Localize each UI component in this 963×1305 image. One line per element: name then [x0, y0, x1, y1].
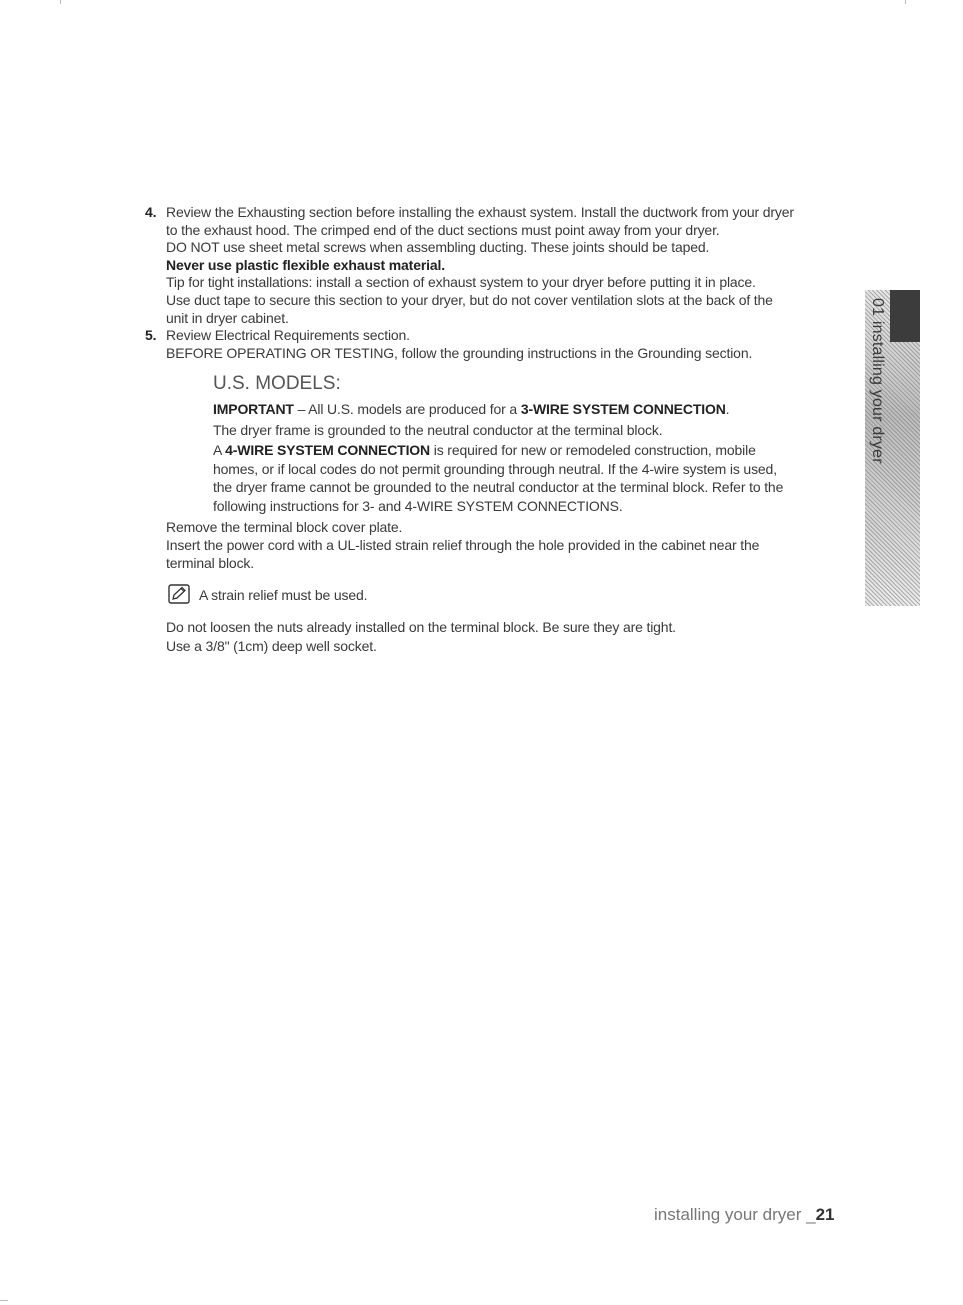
us-models-section: [213, 372, 845, 515]
chapter-tab-label: 01 installing your dryer: [869, 298, 886, 464]
page-number: 21: [815, 1205, 835, 1224]
chapter-tab-marker: [890, 290, 920, 342]
important-label: IMPORTANT: [213, 401, 294, 418]
step-line: BEFORE OPERATING OR TESTING, follow the grounding instructions in the Grounding section.: [166, 344, 753, 361]
step-line: unit in dryer cabinet.: [166, 309, 289, 326]
four-wire-prefix: A: [213, 442, 226, 459]
us-line: following instructions for 3- and 4-WIRE SYSTEM CONNECTIONS.: [213, 497, 623, 514]
instructions-body: [145, 204, 845, 656]
step-line: DO NOT use sheet metal screws when assembling ducting. These joints should be taped.: [166, 239, 710, 256]
footer-title: installing your dryer _: [654, 1205, 816, 1224]
crop-mark: [60, 0, 61, 4]
terminal-nut-instructions: [166, 618, 845, 656]
crop-mark: [905, 0, 906, 4]
step-number: 4.: [145, 204, 157, 220]
instruction-line: Use a 3/8" (1cm) deep well socket.: [166, 638, 377, 655]
step-line: Review the Exhausting section before installing the exhaust system. Install the ductwork from your dryer: [166, 204, 794, 220]
grounded-line: The dryer frame is grounded to the neutral conductor at the terminal block.: [213, 421, 663, 438]
instruction-line: Remove the terminal block cover plate.: [166, 519, 403, 536]
step-line: to the exhaust hood. The crimped end of the duct sections must point away from your dryer.: [166, 221, 720, 238]
note: [166, 584, 845, 610]
important-text: – All U.S. models are produced for a: [293, 401, 521, 418]
page-footer: [654, 1205, 835, 1225]
note-text: A strain relief must be used.: [199, 587, 368, 604]
instruction-line: Insert the power cord with a UL-listed strain relief through the hole provided in the cabinet near the: [166, 536, 760, 553]
four-wire-label: 4-WIRE SYSTEM CONNECTION: [225, 442, 431, 459]
four-wire-line: [213, 441, 845, 460]
step-number: 5.: [145, 327, 157, 344]
three-wire-label: 3-WIRE SYSTEM CONNECTION: [520, 401, 726, 418]
four-wire-text: is required for new or remodeled construction, mobile: [430, 442, 756, 459]
section-heading: U.S. MODELS:: [213, 373, 341, 395]
important-line: [213, 400, 845, 419]
step-line: Use duct tape to secure this section to your dryer, but do not cover ventilation slots at the back of the: [166, 291, 773, 308]
warning-line: Never use plastic flexible exhaust material.: [166, 256, 445, 273]
crop-mark: [0, 1300, 8, 1301]
us-line: homes, or if local codes do not permit grounding through neutral. If the 4-wire system is used,: [213, 460, 777, 477]
step-line: Review Electrical Requirements section.: [166, 327, 410, 344]
instruction-line: Do not loosen the nuts already installed on the terminal block. Be sure they are tight.: [166, 619, 676, 636]
step-4: [145, 204, 845, 327]
instruction-line: terminal block.: [166, 554, 255, 571]
cover-plate-instructions: [166, 519, 845, 572]
us-line: the dryer frame cannot be grounded to the neutral conductor at the terminal block. Refer to the: [213, 479, 784, 496]
step-5: [145, 327, 845, 362]
note-pencil-icon: [168, 584, 190, 604]
important-end: .: [725, 401, 730, 418]
step-line: Tip for tight installations: install a section of exhaust system to your dryer before putting it in place.: [166, 274, 756, 291]
